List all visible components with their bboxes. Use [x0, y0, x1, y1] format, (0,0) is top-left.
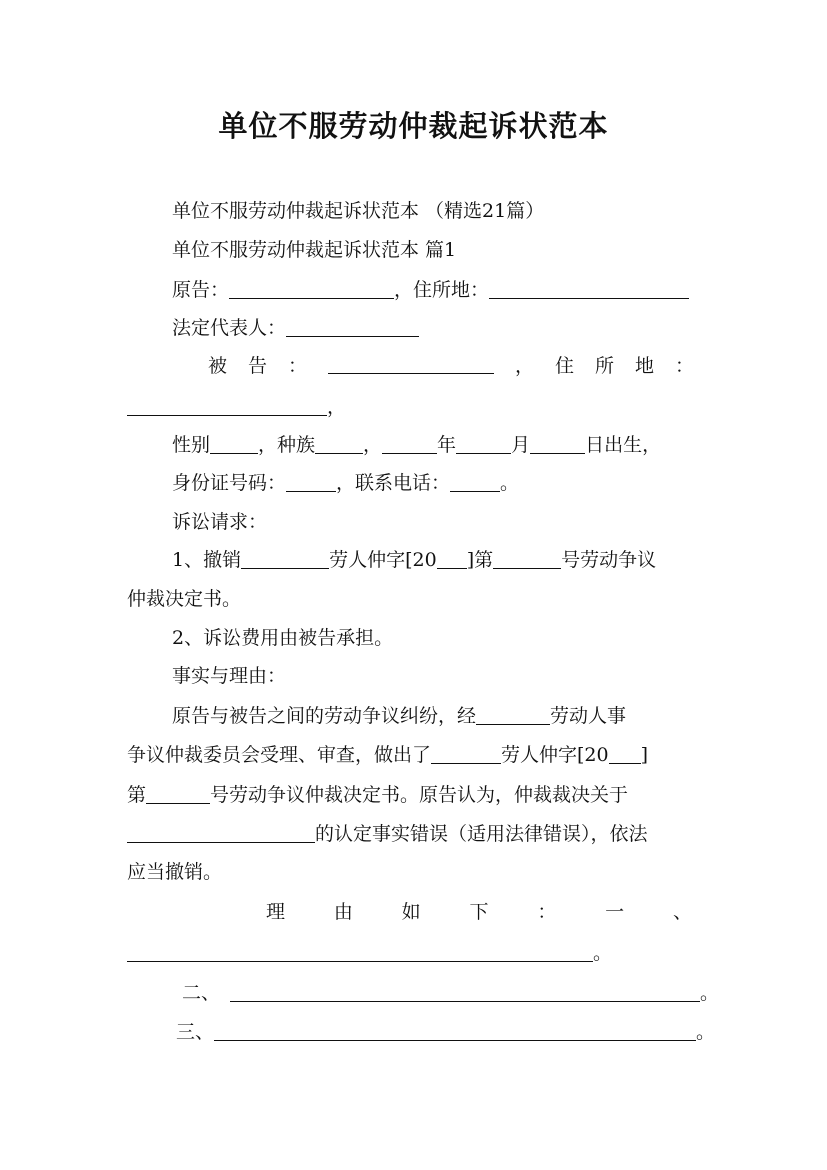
address-blank [489, 278, 689, 299]
claim-1-suffix: 号劳动争议 [561, 549, 657, 571]
facts-line-5: 应当撤销。 [127, 861, 223, 883]
reasons-char: 如 [401, 901, 421, 923]
claims-heading: 诉讼请求： [172, 511, 268, 533]
year-blank [382, 433, 437, 454]
defendant-address-line [127, 394, 346, 420]
period: 。 [696, 1021, 716, 1043]
defendant-char: ： [288, 355, 308, 377]
ethnic-blank [315, 433, 363, 454]
facts-text: 的认定事实错误（适用法律错误），依法 [315, 823, 648, 845]
reasons-char: 、 [672, 901, 692, 923]
facts-line-1 [172, 703, 626, 729]
id-blank [286, 471, 336, 492]
reasons-char: 理 [266, 901, 286, 923]
year-label: 年 [437, 434, 457, 456]
plaintiff-blank [229, 278, 394, 299]
facts-text: 劳动人事 [550, 705, 627, 727]
plaintiff-line [172, 277, 689, 303]
facts-text: 原告与被告之间的劳动争议纠纷，经 [172, 705, 477, 727]
facts-heading: 事实与理由： [172, 665, 287, 687]
reasons-char: ： [537, 901, 557, 923]
facts-text: 争议仲裁委员会受理、审查，做出了 [127, 744, 432, 766]
reason-3-line [176, 1019, 715, 1045]
facts-blank-1 [476, 704, 550, 725]
month-blank [456, 433, 511, 454]
month-label: 月 [511, 434, 531, 456]
claim-1-blank-1 [241, 548, 329, 569]
section-heading: 单位不服劳动仲裁起诉状范本 篇1 [172, 239, 457, 261]
document-title: 单位不服劳动仲裁起诉状范本 [218, 109, 609, 143]
facts-blank-3 [609, 743, 641, 764]
day-blank [530, 433, 585, 454]
defendant-address-blank [127, 395, 327, 416]
defendant-char: 地 [634, 355, 654, 377]
reason-2-blank [230, 981, 700, 1002]
reason-3-label: 三、 [176, 1021, 215, 1043]
claim-1-continued: 仲裁决定书。 [127, 588, 242, 610]
defendant-char: 住 [554, 355, 574, 377]
gender-blank [210, 433, 258, 454]
facts-line-3 [127, 782, 628, 808]
claim-1-mid: 劳人仲字[20 [329, 549, 437, 571]
id-line [172, 470, 519, 496]
reason-2-label: 二、 [182, 982, 221, 1004]
id-label: 身份证号码： [172, 472, 287, 494]
facts-line-4 [127, 821, 648, 847]
personal-info-line [172, 432, 661, 458]
facts-text: 劳人仲字[20 [501, 744, 609, 766]
defendant-char: ： [674, 355, 694, 377]
phone-blank [450, 471, 500, 492]
reason-1-blank [127, 941, 593, 962]
phone-label: ，联系电话： [336, 472, 451, 494]
legal-rep-label: 法定代表人： [172, 317, 287, 339]
defendant-char: 告 [248, 355, 268, 377]
ethnic-label: ，种族 [258, 434, 316, 456]
legal-rep-line [172, 315, 419, 341]
facts-text: ] [640, 744, 649, 766]
period: 。 [500, 472, 520, 494]
defendant-line [208, 353, 694, 379]
period: 。 [593, 942, 613, 964]
claim-1-prefix: 1、撤销 [172, 549, 242, 571]
reason-3-blank [214, 1020, 696, 1041]
reason-1-line [127, 940, 612, 966]
reasons-char: 下 [469, 901, 489, 923]
reasons-char: 由 [333, 901, 353, 923]
defendant-char: 所 [594, 355, 614, 377]
claim-1-mid2: ]第 [466, 549, 494, 571]
facts-blank-2 [431, 743, 501, 764]
birth-label: 日出生， [585, 434, 662, 456]
gender-label: 性别 [172, 434, 211, 456]
period: 。 [700, 982, 720, 1004]
facts-text: 号劳动争议仲裁决定书。原告认为，仲裁裁决关于 [210, 784, 629, 806]
defendant-blank [328, 353, 494, 374]
intro-line: 单位不服劳动仲裁起诉状范本 （精选21篇） [172, 200, 545, 222]
facts-blank-5 [127, 822, 315, 843]
comma: ， [327, 396, 347, 418]
plaintiff-label: 原告： [172, 279, 230, 301]
facts-line-2 [127, 742, 648, 768]
legal-rep-blank [286, 316, 419, 337]
reasons-char: 一 [605, 901, 625, 923]
address-label: ，住所地： [394, 279, 490, 301]
facts-text: 第 [127, 784, 147, 806]
claim-1-blank-3 [493, 548, 561, 569]
defendant-char: 被 [208, 355, 228, 377]
reasons-line [266, 899, 692, 925]
defendant-char: ， [514, 355, 534, 377]
facts-blank-4 [146, 783, 210, 804]
claim-1-blank-2 [437, 548, 467, 569]
claim-2-line: 2、诉讼费用由被告承担。 [172, 627, 394, 649]
reason-2-line [182, 980, 719, 1006]
claim-1-line [172, 547, 656, 573]
comma: ， [363, 434, 383, 456]
